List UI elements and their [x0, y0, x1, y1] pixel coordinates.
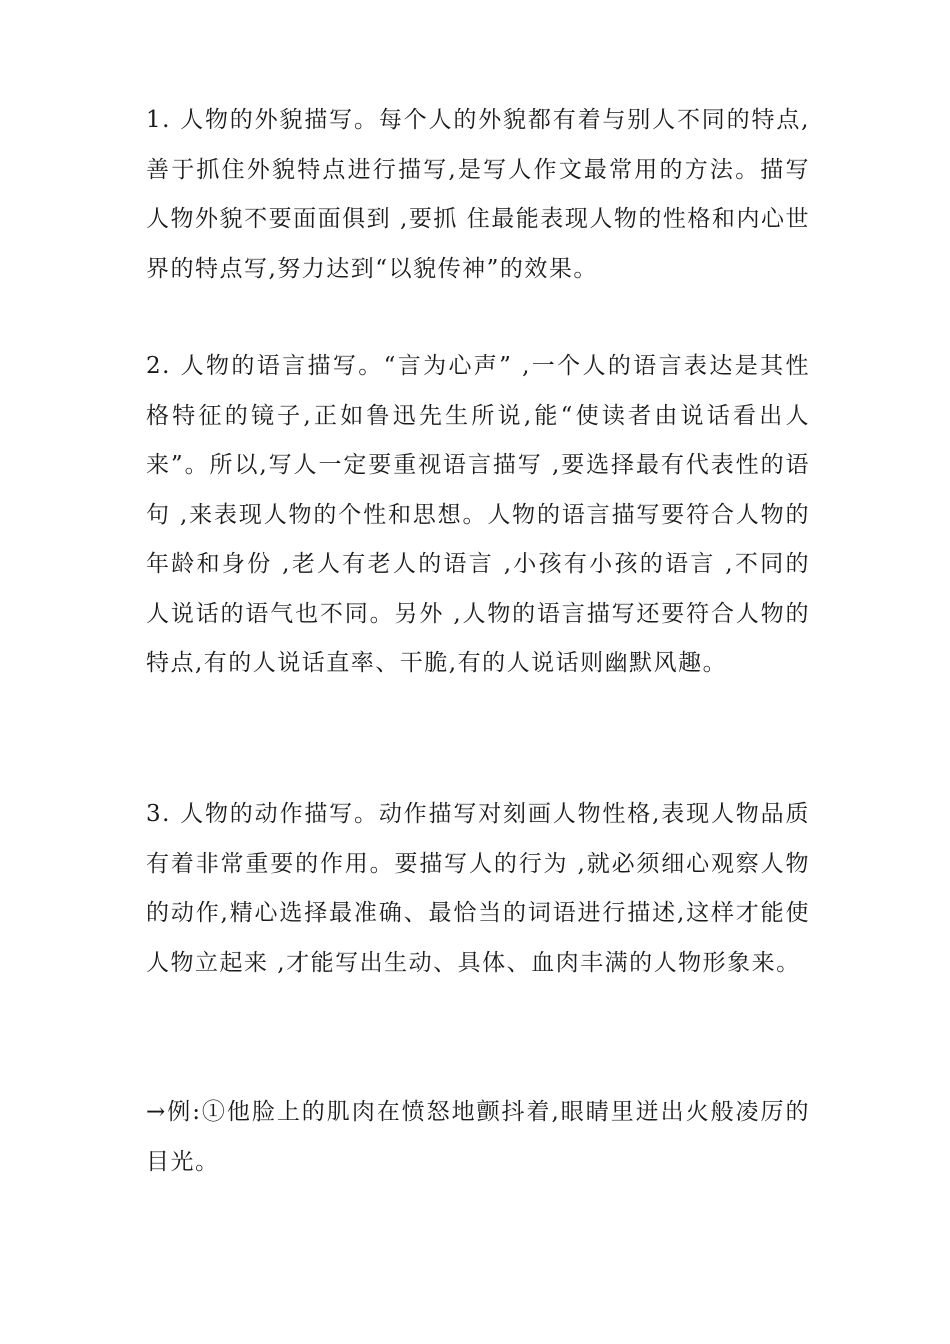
paragraph-example: →例:①他脸上的肌肉在愤怒地颤抖着,眼睛里迸出火般凌厉的目光。 — [146, 1099, 810, 1175]
paragraph-language-description: 2. 人物的语言描写。“言为心声” ,一个人的语言表达是其性格特征的镜子,正如鲁迅先生所说,能“使读者由说话看出人来”。所以,写人一定要重视语言描写 ,要选择最有代表性的语句 ,来表现人物的个性和思想。人物的语言描写要符合人物的年龄和身份 ,老人有老人的语言 ,小孩有小孩的语言 ,不同的人说话的语气也不同。另外 ,人物的语言描写还要符合人物的特点,有的人说话直率、干脆,有的人说话则幽默风趣。 — [146, 353, 810, 676]
paragraph-appearance-description: 1. 人物的外貌描写。每个人的外貌都有着与别人不同的特点,善于抓住外貌特点进行描写,是写人作文最常用的方法。描写人物外貌不要面面俱到 ,要抓 住最能表现人物的性格和内心世界的特点写,努力达到“以貌传神”的效果。 — [146, 107, 810, 282]
paragraph-action-description: 3. 人物的动作描写。动作描写对刻画人物性格,表现人物品质有着非常重要的作用。要描写人的行为 ,就必须细心观察人物的动作,精心选择最准确、最恰当的词语进行描述,这样才能使人物立起来 ,才能写出生动、具体、血肉丰满的人物形象来。 — [146, 801, 810, 976]
